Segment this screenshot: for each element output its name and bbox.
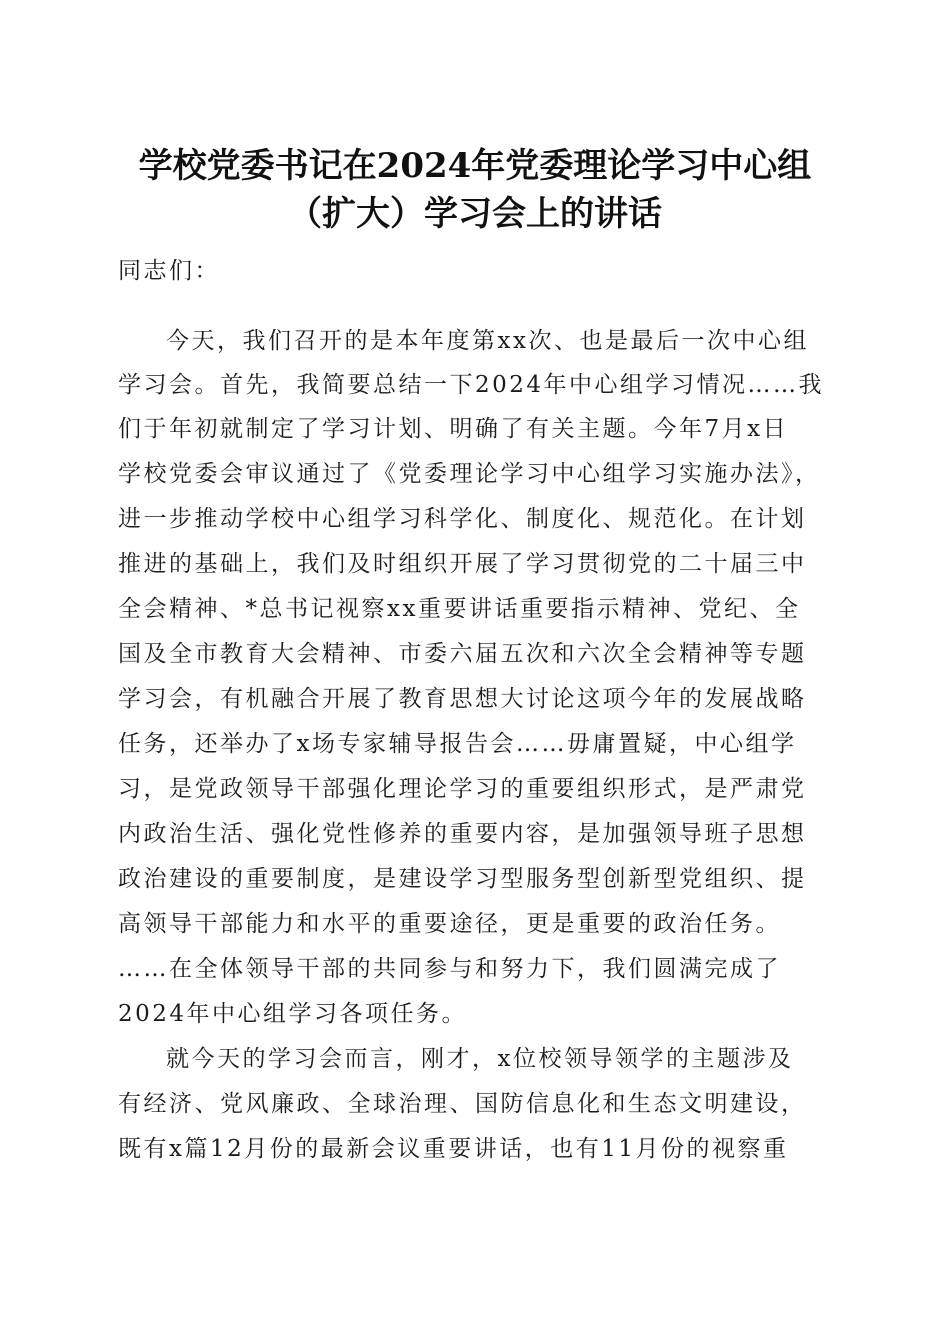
body-line: 有经济、党风廉政、全球治理、国防信息化和生态文明建设， <box>118 1091 807 1117</box>
body-line: 进一步推动学校中心组学习科学化、制度化、规范化。在计划 <box>118 506 807 532</box>
body-line: ……在全体领导干部的共同参与和努力下，我们圆满完成了 <box>118 956 781 982</box>
body-line: 推进的基础上，我们及时组织开展了学习贯彻党的二十届三中 <box>118 551 807 577</box>
body-line: 就今天的学习会而言，刚才，x位校领导领学的主题涉及 <box>166 1046 794 1072</box>
body-line: 习，是党政领导干部强化理论学习的重要组织形式，是严肃党 <box>118 776 807 802</box>
body-line: 学习会，有机融合开展了教育思想大讨论这项今年的发展战略 <box>118 686 807 712</box>
body-line: 高领导干部能力和水平的重要途径，更是重要的政治任务。 <box>118 911 781 937</box>
body-line: 学习会。首先，我简要总结一下2024年中心组学习情况……我 <box>118 372 825 398</box>
document-title-line-2: （扩大）学习会上的讲话 <box>288 194 662 234</box>
body-line: 政治建设的重要制度，是建设学习型服务型创新型党组织、提 <box>118 866 807 892</box>
body-line: 内政治生活、强化党性修养的重要内容，是加强领导班子思想 <box>118 821 807 847</box>
body-line: 任务，还举办了x场专家辅导报告会……毋庸置疑，中心组学 <box>118 731 797 757</box>
body-line: 们于年初就制定了学习计划、明确了有关主题。今年7月x日 <box>118 416 789 442</box>
body-line: 今天，我们召开的是本年度第xx次、也是最后一次中心组 <box>166 328 809 354</box>
body-line: 全会精神、*总书记视察xx重要讲话重要指示精神、党纪、全 <box>118 596 801 622</box>
body-line: 国及全市教育大会精神、市委六届五次和六次全会精神等专题 <box>118 641 807 667</box>
body-line: 2024年中心组学习各项任务。 <box>118 1001 468 1027</box>
body-line: 既有x篇12月份的最新会议重要讲话，也有11月份的视察重 <box>118 1136 789 1162</box>
document-title-line-1: 学校党委书记在2024年党委理论学习中心组 <box>138 146 812 186</box>
body-line: 学校党委会审议通过了《党委理论学习中心组学习实施办法》， <box>118 461 821 487</box>
salutation: 同志们： <box>118 258 220 284</box>
